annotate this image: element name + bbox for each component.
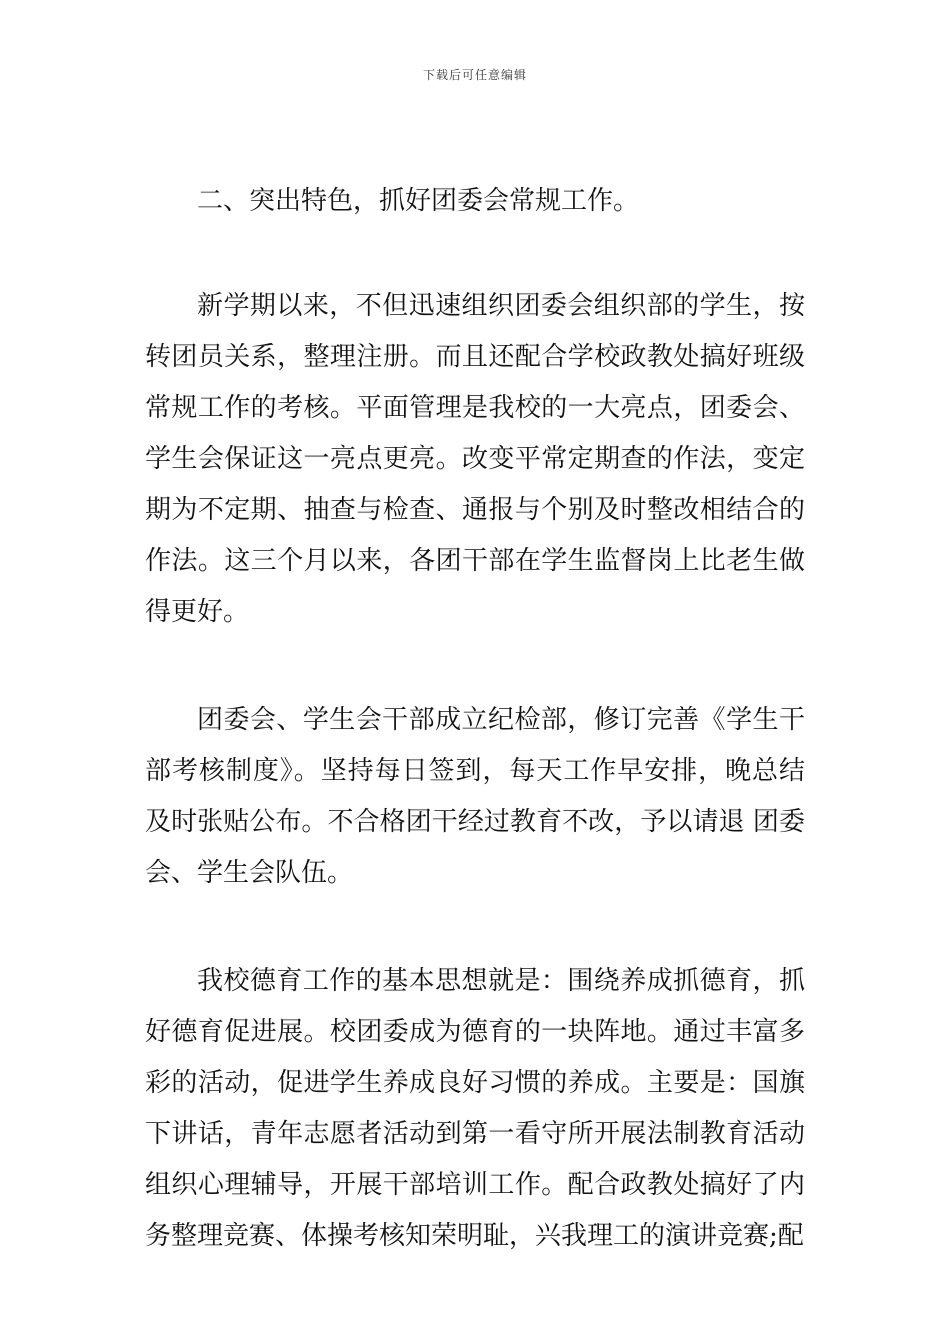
paragraph-2: 团委会、学生会干部成立纪检部，修订完善《学生干部考核制度》。坚持每日签到，每天工作早安排，晚总结及时张贴公布。不合格团干经过教育不改，予以请退 团委会、学生会队伍。 bbox=[145, 705, 805, 888]
section-heading: 二、突出特色，抓好团委会常规工作。 bbox=[197, 186, 640, 216]
page-header-note: 下载后可任意编辑 bbox=[422, 68, 527, 82]
document-body bbox=[145, 176, 805, 1262]
paragraph-3: 我校德育工作的基本思想就是：围绕养成抓德育，抓好德育促进展。校团委成为德育的一块阵地。通过丰富多彩的活动，促进学生养成良好习惯的养成。主要是：国旗下讲话，青年志愿者活动到第一看守所开展法制教育活动组织心理辅导，开展干部培训工作。配合政教处搞好了内务整理竞赛、体操考核知荣明耻，兴我理工的演讲竞赛;配 bbox=[145, 966, 805, 1251]
paragraph-1: 新学期以来，不但迅速组织团委会组织部的学生，按转团员关系，整理注册。而且还配合学校政教处搞好班级常规工作的考核。平面管理是我校的一大亮点，团委会、学生会保证这一亮点更亮。改变平常定期查的作法，变定期为不定期、抽查与检查、通报与个别及时整改相结合的作法。这三个月以来，各团干部在学生监督岗上比老生做得更好。 bbox=[145, 291, 805, 627]
